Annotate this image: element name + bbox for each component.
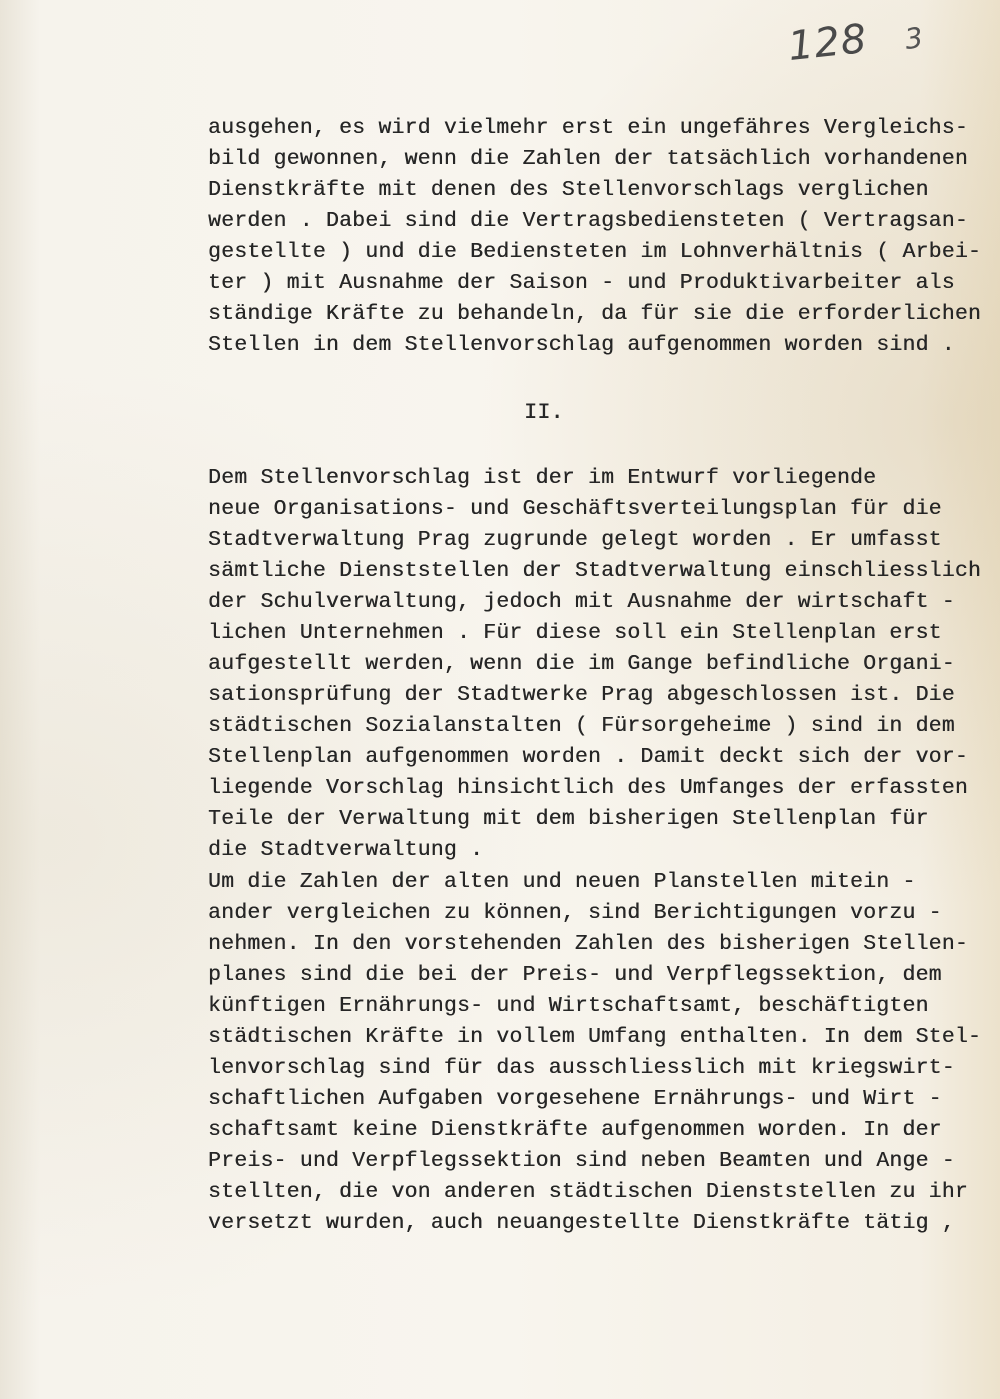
text-line: lichen Unternehmen . Für diese soll ein Stellenplan erst xyxy=(208,621,942,645)
text-line: Dienstkräfte mit denen des Stellenvorschlags verglichen xyxy=(208,178,929,202)
text-line: künftigen Ernährungs- und Wirtschaftsamt, beschäftigten xyxy=(208,994,929,1018)
text-line: gestellte ) und die Bediensteten im Lohnverhältnis ( Arbei- xyxy=(208,240,982,264)
handwritten-sheet-number: 3 xyxy=(902,20,926,57)
text-line: planes sind die bei der Preis- und Verpflegssektion, dem xyxy=(208,963,942,987)
text-line: neue Organisations- und Geschäftsverteilungsplan für die xyxy=(208,497,942,521)
text-line: ander vergleichen zu können, sind Berichtigungen vorzu - xyxy=(208,901,942,925)
text-line: Um die Zahlen der alten und neuen Planstellen mitein - xyxy=(208,870,916,894)
text-line: lenvorschlag sind für das ausschliesslich mit kriegswirt- xyxy=(208,1056,955,1080)
text-line: Preis- und Verpflegssektion sind neben Beamten und Ange - xyxy=(208,1149,955,1173)
text-line: bild gewonnen, wenn die Zahlen der tatsächlich vorhandenen xyxy=(208,147,968,171)
text-line: liegende Vorschlag hinsichtlich des Umfanges der erfassten xyxy=(208,776,968,800)
text-line: stellten, die von anderen städtischen Dienststellen zu ihr xyxy=(208,1180,968,1204)
text-line: ausgehen, es wird vielmehr erst ein ungefähres Vergleichs- xyxy=(208,116,968,140)
text-line: aufgestellt werden, wenn die im Gange befindliche Organi- xyxy=(208,652,955,676)
section-heading: II. xyxy=(524,400,564,425)
text-line: der Schulverwaltung, jedoch mit Ausnahme der wirtschaft - xyxy=(208,590,955,614)
text-line: städtischen Sozialanstalten ( Fürsorgeheime ) sind in dem xyxy=(208,714,955,738)
text-line: nehmen. In den vorstehenden Zahlen des bisherigen Stellen- xyxy=(208,932,968,956)
text-line: ständige Kräfte zu behandeln, da für sie die erforderlichen xyxy=(208,302,982,326)
text-line: schaftlichen Aufgaben vorgesehene Ernährungs- und Wirt - xyxy=(208,1087,942,1111)
text-line: versetzt wurden, auch neuangestellte Dienstkräfte tätig , xyxy=(208,1211,955,1235)
text-line: Stellenplan aufgenommen worden . Damit deckt sich der vor- xyxy=(208,745,968,769)
text-line: sämtliche Dienststellen der Stadtverwaltung einschliesslich xyxy=(208,559,982,583)
text-line: schaftsamt keine Dienstkräfte aufgenommen worden. In der xyxy=(208,1118,942,1142)
text-line: sationsprüfung der Stadtwerke Prag abgeschlossen ist. Die xyxy=(208,683,955,707)
text-line: die Stadtverwaltung . xyxy=(208,838,484,862)
text-line: Stellen in dem Stellenvorschlag aufgenommen worden sind . xyxy=(208,333,955,357)
text-line: Stadtverwaltung Prag zugrunde gelegt worden . Er umfasst xyxy=(208,528,942,552)
text-line: werden . Dabei sind die Vertragsbediensteten ( Vertragsan- xyxy=(208,209,968,233)
text-line: städtischen Kräfte in vollem Umfang enthalten. In dem Stel- xyxy=(208,1025,982,1049)
text-line: Dem Stellenvorschlag ist der im Entwurf vorliegende xyxy=(208,466,877,490)
text-line: ter ) mit Ausnahme der Saison - und Produktivarbeiter als xyxy=(208,271,955,295)
text-line: Teile der Verwaltung mit dem bisherigen Stellenplan für xyxy=(208,807,929,831)
handwritten-page-number: 128 xyxy=(785,15,870,71)
